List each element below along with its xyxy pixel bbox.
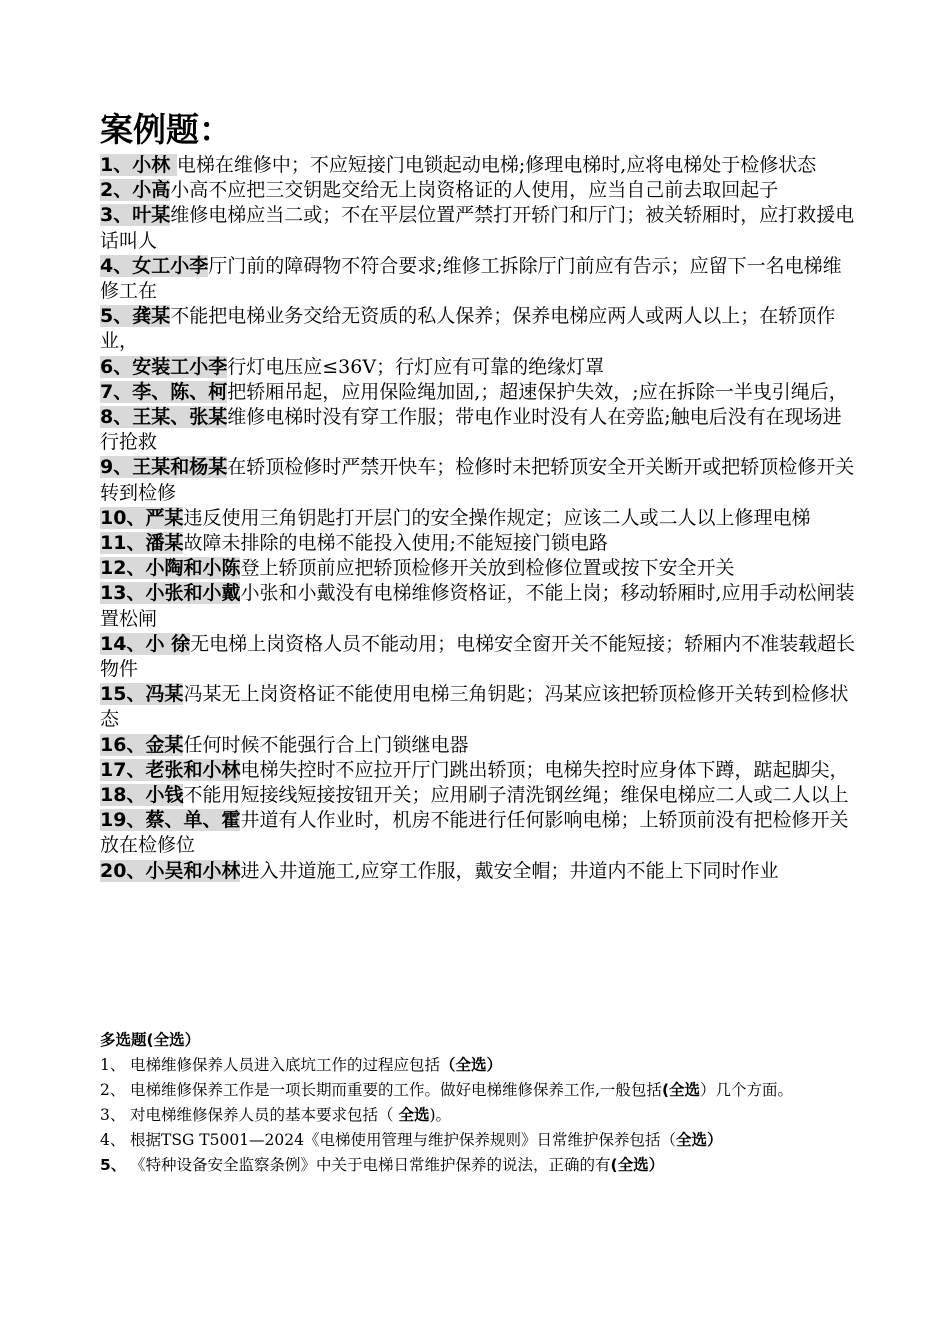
case-text: 把轿厢吊起，应用保险绳加固,；超速保护失效，;应在拆除一半曳引绳后， [227,380,848,403]
case-person: 蔡、单、霍 [145,809,241,832]
case-text: 电梯在维修中；不应短接门电锁起动电梯;修理电梯时,应将电梯处于检修状态 [176,154,817,176]
case-name [100,860,240,882]
case-name [100,557,240,579]
case-number: 7、 [100,380,133,403]
case-name [100,255,208,277]
case-person: 安装工小李 [132,355,228,378]
case-person: 龚某 [132,305,171,328]
question-number: 4、 [100,1131,126,1149]
case-number: 12、 [100,557,146,580]
case-text: 维修电梯应当二或；不在平层位置严禁打开轿门和厅门；被关轿厢时，应打救援电话叫人 [100,204,855,252]
question-number: 5、 [100,1156,127,1174]
case-text: 冯某无上岗资格证不能使用电梯三角钥匙；冯某应该把轿顶检修开关转到检修状态 [100,683,849,731]
question-number: 2、 [100,1081,126,1099]
case-text: 行灯电压应≤36V；行灯应有可靠的绝缘灯罩 [227,355,605,378]
case-person: 李、陈、柯 [132,380,228,403]
question-text: 《特种设备安全监察条例》中关于电梯日常维护保养的说法，正确的有 [130,1156,611,1174]
case-number: 1、 [100,154,133,176]
question-answer: 全选） [676,1131,723,1149]
case-number: 2、 [100,179,133,202]
case-text: 电梯失控时不应拉开厅门跳出轿顶；电梯失控时应身体下蹲，踮起脚尖， [240,758,849,781]
case-number: 13、 [100,582,146,605]
case-name [100,683,183,705]
case-number: 11、 [100,532,146,555]
case-number: 9、 [100,456,133,479]
multiple-choice-section [100,1028,860,1178]
case-name [100,179,170,201]
case-text: 井道有人作业时，机房不能进行任何影响电梯；上轿顶前没有把检修开关放在检修位 [100,809,849,857]
case-item [100,355,860,380]
case-person: 女工小李 [132,254,209,277]
case-text: 维修电梯时没有穿工作服；带电作业时没有人在旁监;触电后没有在现场进行抢救 [100,406,842,454]
case-text: 违反使用三角钥匙打开层门的安全操作规定；应该二人或二人以上修理电梯 [183,506,811,529]
question-text: 根据TSG T5001—2024《电梯使用管理与维护保养规则》日常维护保养包括（ [130,1131,676,1149]
case-number: 3、 [100,204,133,227]
case-text: 无电梯上岗资格人员不能动用；电梯安全窗开关不能短接；轿厢内不准装载超长物件 [100,632,856,681]
case-number: 20、 [100,859,146,882]
question-item [100,1103,860,1128]
case-person: 潘某 [145,532,184,555]
case-text: 不能把电梯业务交给无资质的私人保养；保养电梯应两人或两人以上；在轿顶作业， [100,305,836,353]
case-name [100,305,170,327]
case-number: 14、 [100,632,146,655]
question-number: 3、 [100,1106,126,1124]
case-item [100,783,860,808]
case-person: 小陶和小陈 [145,557,241,580]
case-person: 老张和小林 [145,758,241,781]
case-number: 10、 [100,506,146,529]
case-person: 小高 [132,179,171,202]
case-name [100,759,240,781]
case-item [100,506,860,531]
question-item [100,1078,860,1103]
case-number: 15、 [100,683,146,706]
case-list [100,153,860,884]
case-item [100,178,860,203]
case-number: 5、 [100,305,133,328]
case-item [100,405,860,455]
multiple-choice-title: 多选题(全选） [100,1031,201,1049]
case-name [100,809,240,831]
page-title: 案例题： [100,110,232,149]
question-answer: (全选 [661,1081,701,1099]
case-item [100,682,860,732]
case-text: 任何时候不能强行合上门锁继电器 [183,733,469,756]
case-item [100,254,860,304]
case-person: 小吴和小林 [145,859,241,882]
case-number: 16、 [100,733,146,756]
case-item [100,808,860,858]
case-name [100,154,177,176]
case-item [100,203,860,253]
question-tail: ）几个方面。 [700,1081,794,1099]
case-text: 不能用短接线短接按钮开关；应用刷子清洗钢丝绳；维保电梯应二人或二人以上 [183,784,849,807]
case-name [100,734,183,756]
case-name [100,633,190,655]
question-tail: )。 [429,1106,452,1124]
case-person: 王某和杨某 [132,456,228,479]
question-answer: (全选） [610,1156,665,1174]
case-item [100,556,860,581]
case-item [100,632,860,682]
case-name [100,356,227,378]
case-item [100,380,860,405]
case-name [100,532,183,554]
question-number: 1、 [100,1056,126,1074]
case-item [100,758,860,783]
case-name [100,784,183,806]
case-number: 18、 [100,784,146,807]
case-item [100,581,860,631]
case-item [100,455,860,505]
case-item [100,733,860,758]
case-text: 登上轿顶前应把轿顶检修开关放到检修位置或按下安全开关 [240,557,735,580]
case-number: 4、 [100,254,133,277]
case-text: 在轿顶检修时严禁开快车；检修时未把轿顶安全开关断开或把轿顶检修开关转到检修 [100,456,855,504]
case-person: 冯某 [145,683,184,706]
case-name [100,582,240,604]
case-text: 故障未排除的电梯不能投入使用;不能短接门锁电路 [183,532,608,555]
case-item [100,304,860,354]
question-item [100,1128,860,1153]
multiple-choice-list [100,1053,860,1178]
question-answer: （全选） [440,1056,503,1074]
question-item [100,1153,860,1178]
case-item [100,859,860,884]
case-name [100,456,227,478]
case-item [100,153,860,178]
case-name [100,507,183,529]
case-name [100,381,227,403]
case-text: 小张和小戴没有电梯维修资格证，不能上岗；移动轿厢时,应用手动松闸装置松闸 [100,582,855,630]
case-item [100,531,860,556]
case-person: 小张和小戴 [145,582,241,605]
case-person: 小钱 [145,784,184,807]
question-text: 电梯维修保养工作是一项长期而重要的工作。做好电梯维修保养工作,一般包括 [130,1081,662,1099]
case-name [100,204,170,226]
case-person: 严某 [145,506,184,529]
case-text: 厅门前的障碍物不符合要求;维修工拆除厅门前应有告示；应留下一名电梯维修工在 [100,254,842,303]
case-person: 叶某 [132,204,171,227]
case-text: 进入井道施工,应穿工作服，戴安全帽；井道内不能上下同时作业 [240,859,779,882]
case-number: 6、 [100,355,133,378]
case-number: 17、 [100,758,146,781]
question-item [100,1053,860,1078]
case-person: 小林 [132,154,177,176]
question-text: 对电梯维修保养人员的基本要求包括（ [130,1106,399,1124]
case-name [100,406,227,428]
case-person: 王某、张某 [132,406,228,429]
question-answer: 全选 [398,1106,430,1124]
case-number: 8、 [100,406,133,429]
case-number: 19、 [100,809,146,832]
question-text: 电梯维修保养人员进入底坑工作的过程应包括 [130,1056,441,1074]
case-text: 小高不应把三交钥匙交给无上岗资格证的人使用，应当自己前去取回起子 [170,179,779,202]
case-person: 小 徐 [145,632,191,655]
case-person: 金某 [145,733,184,756]
